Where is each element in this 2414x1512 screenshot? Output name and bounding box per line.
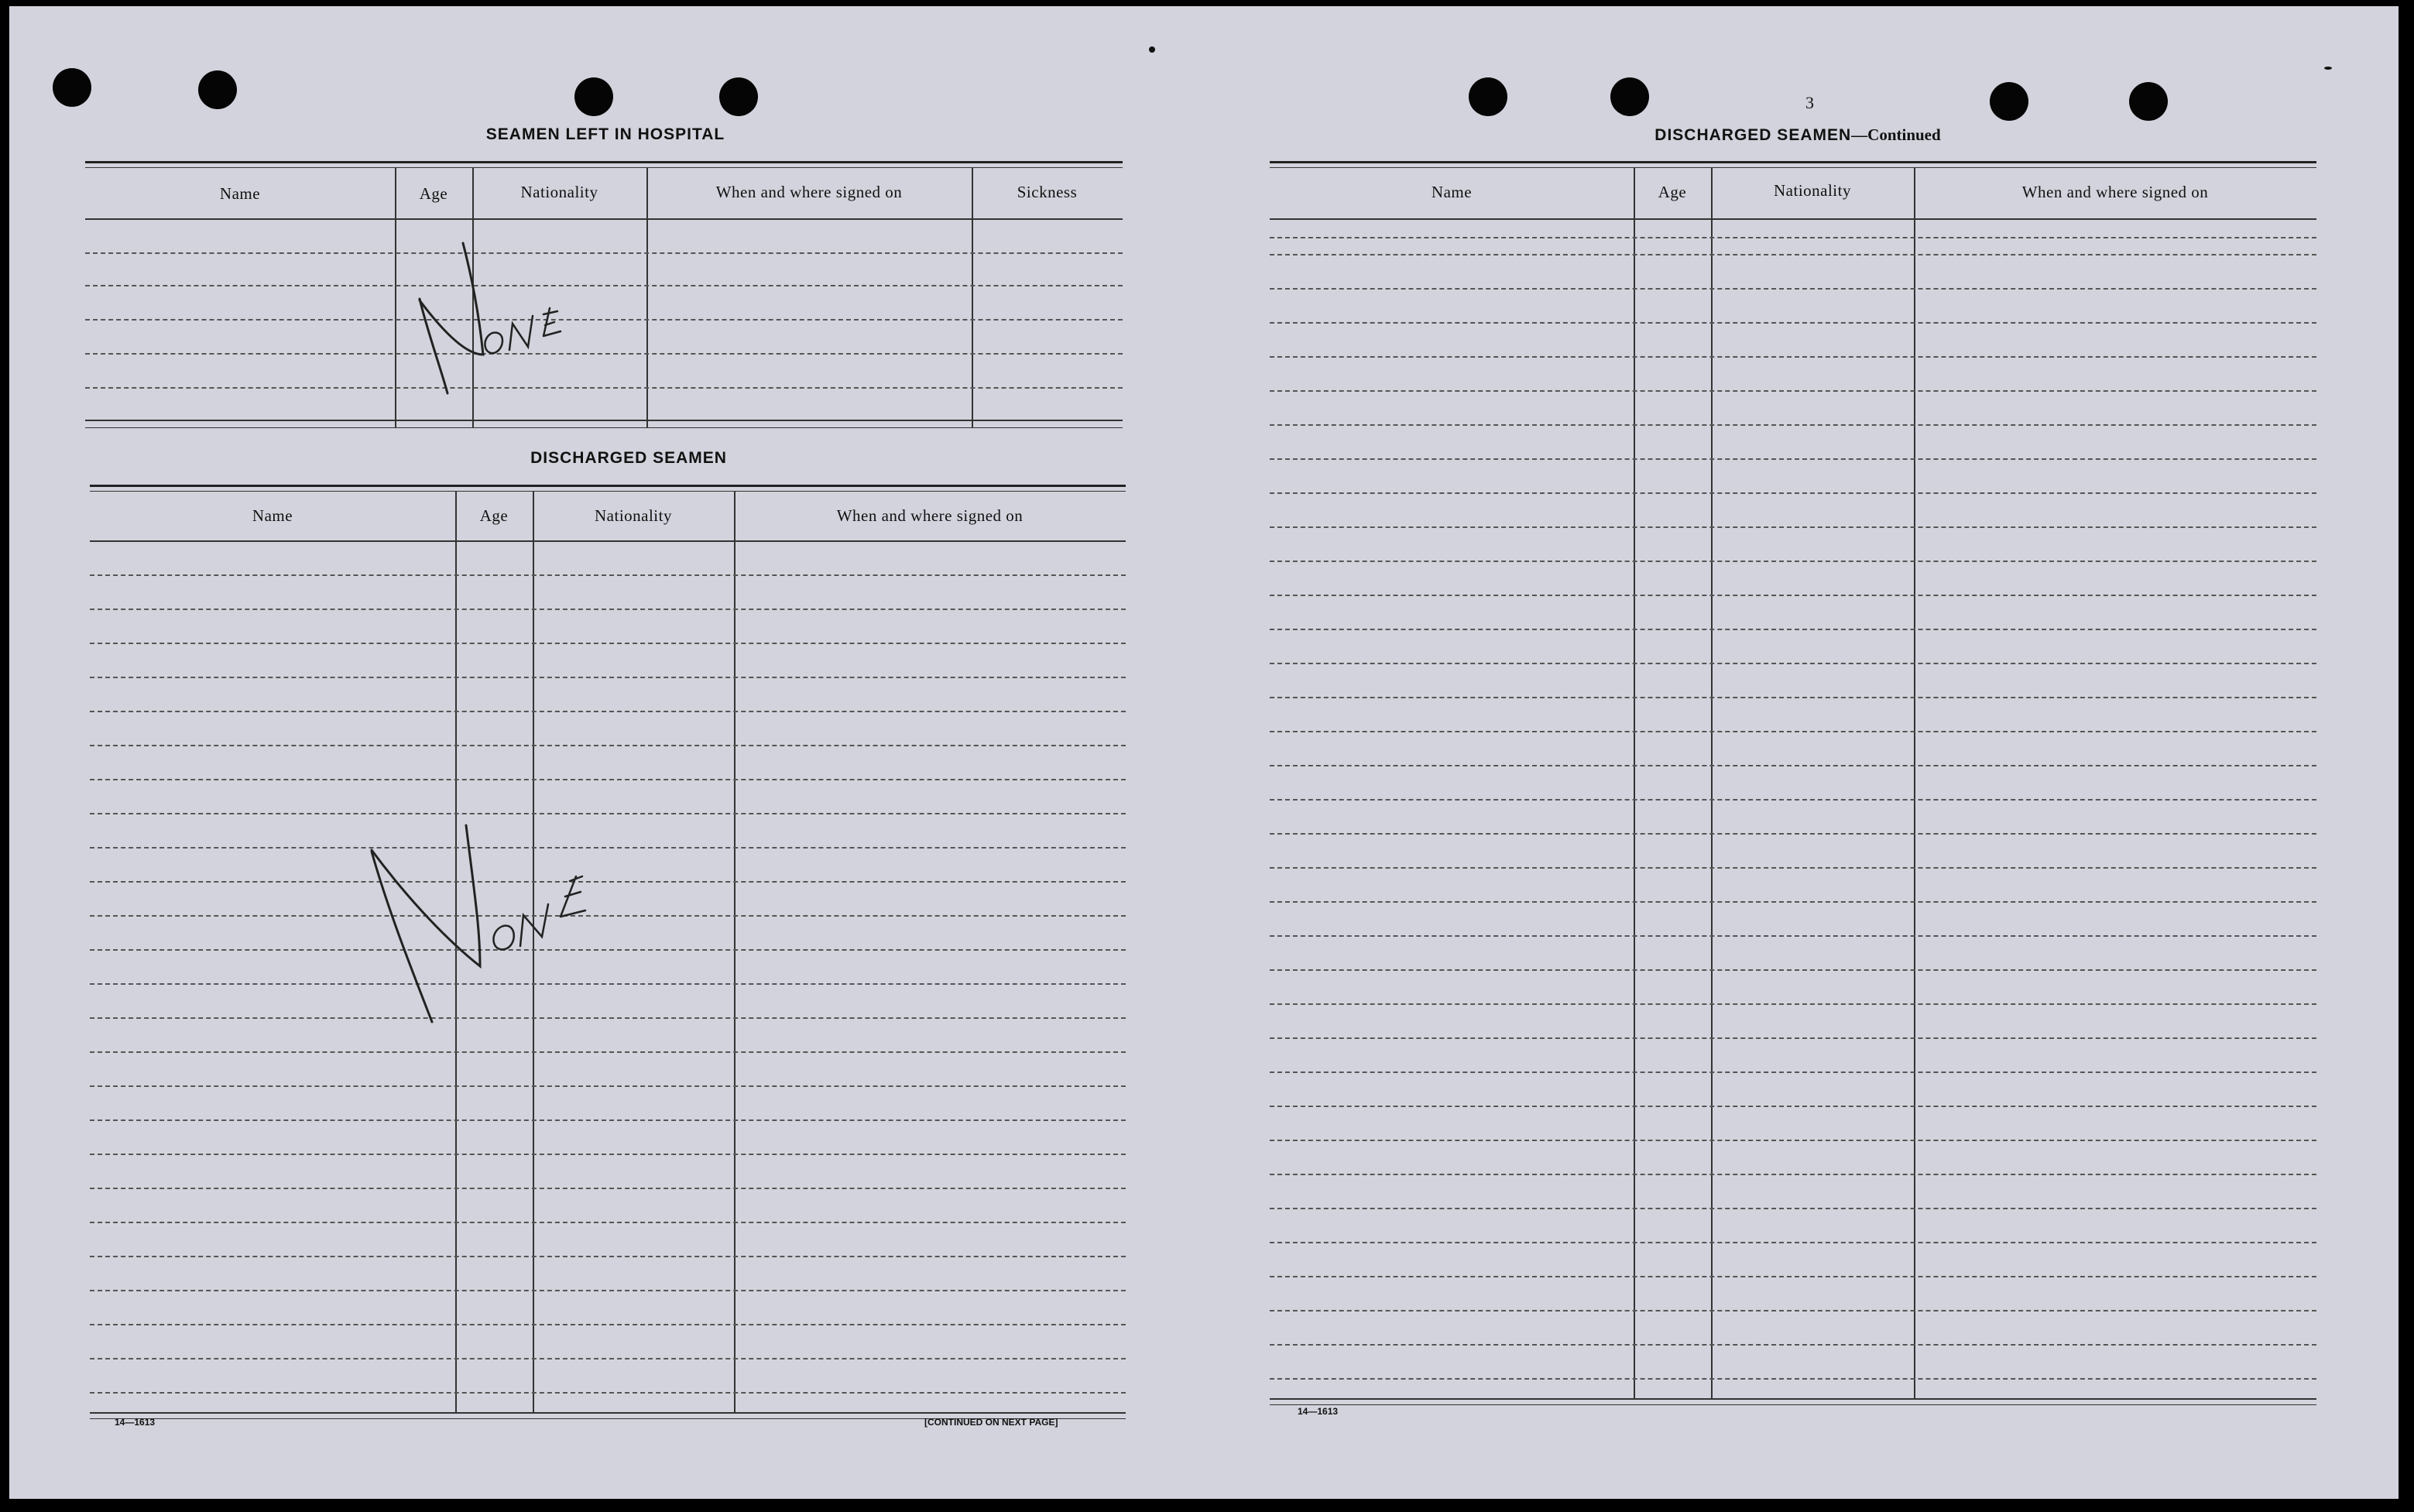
page-number: 3 [1805, 93, 1814, 112]
punch-hole [1990, 82, 2028, 121]
discharged-continued-table [1270, 156, 2316, 1411]
document-scan [9, 6, 2399, 1499]
form-number: 14—1613 [115, 1417, 156, 1428]
punch-hole [1610, 77, 1649, 116]
col-header-name: Name [1431, 183, 1473, 201]
handwritten-none-discharged [358, 819, 652, 1051]
col-header-when-where: When and where signed on [836, 506, 1024, 525]
col-header-age: Age [419, 184, 448, 203]
discharged-section-title: DISCHARGED SEAMEN [530, 449, 727, 467]
col-header-name: Name [219, 184, 261, 203]
discharged-continued-title [1527, 125, 2069, 145]
punch-hole [2129, 82, 2168, 121]
ink-speck [2324, 67, 2332, 70]
continued-suffix: —Continued [1851, 125, 1941, 144]
hospital-section-title: SEAMEN LEFT IN HOSPITAL [485, 125, 725, 143]
punch-hole [719, 77, 758, 116]
col-header-nationality: Nationality [595, 506, 672, 525]
col-header-age: Age [1658, 183, 1687, 201]
punch-hole [574, 77, 613, 116]
col-header-when-where: When and where signed on [715, 183, 903, 201]
col-header-nationality: Nationality [520, 183, 598, 201]
punch-hole [1469, 77, 1507, 116]
punch-hole [53, 68, 91, 107]
col-header-nationality: Nationality [1774, 181, 1851, 200]
col-header-sickness: Sickness [1017, 183, 1078, 201]
ink-speck [1149, 46, 1155, 53]
punch-hole [198, 70, 237, 109]
discharged-continued-title-text: DISCHARGED SEAMEN [1654, 126, 1852, 144]
continued-note: [CONTINUED ON NEXT PAGE] [924, 1417, 1058, 1428]
col-header-age: Age [479, 506, 509, 525]
col-header-when-where: When and where signed on [2021, 183, 2209, 201]
col-header-name: Name [252, 506, 293, 525]
form-number: 14—1613 [1298, 1406, 1339, 1417]
handwritten-none-hospital [396, 238, 613, 409]
